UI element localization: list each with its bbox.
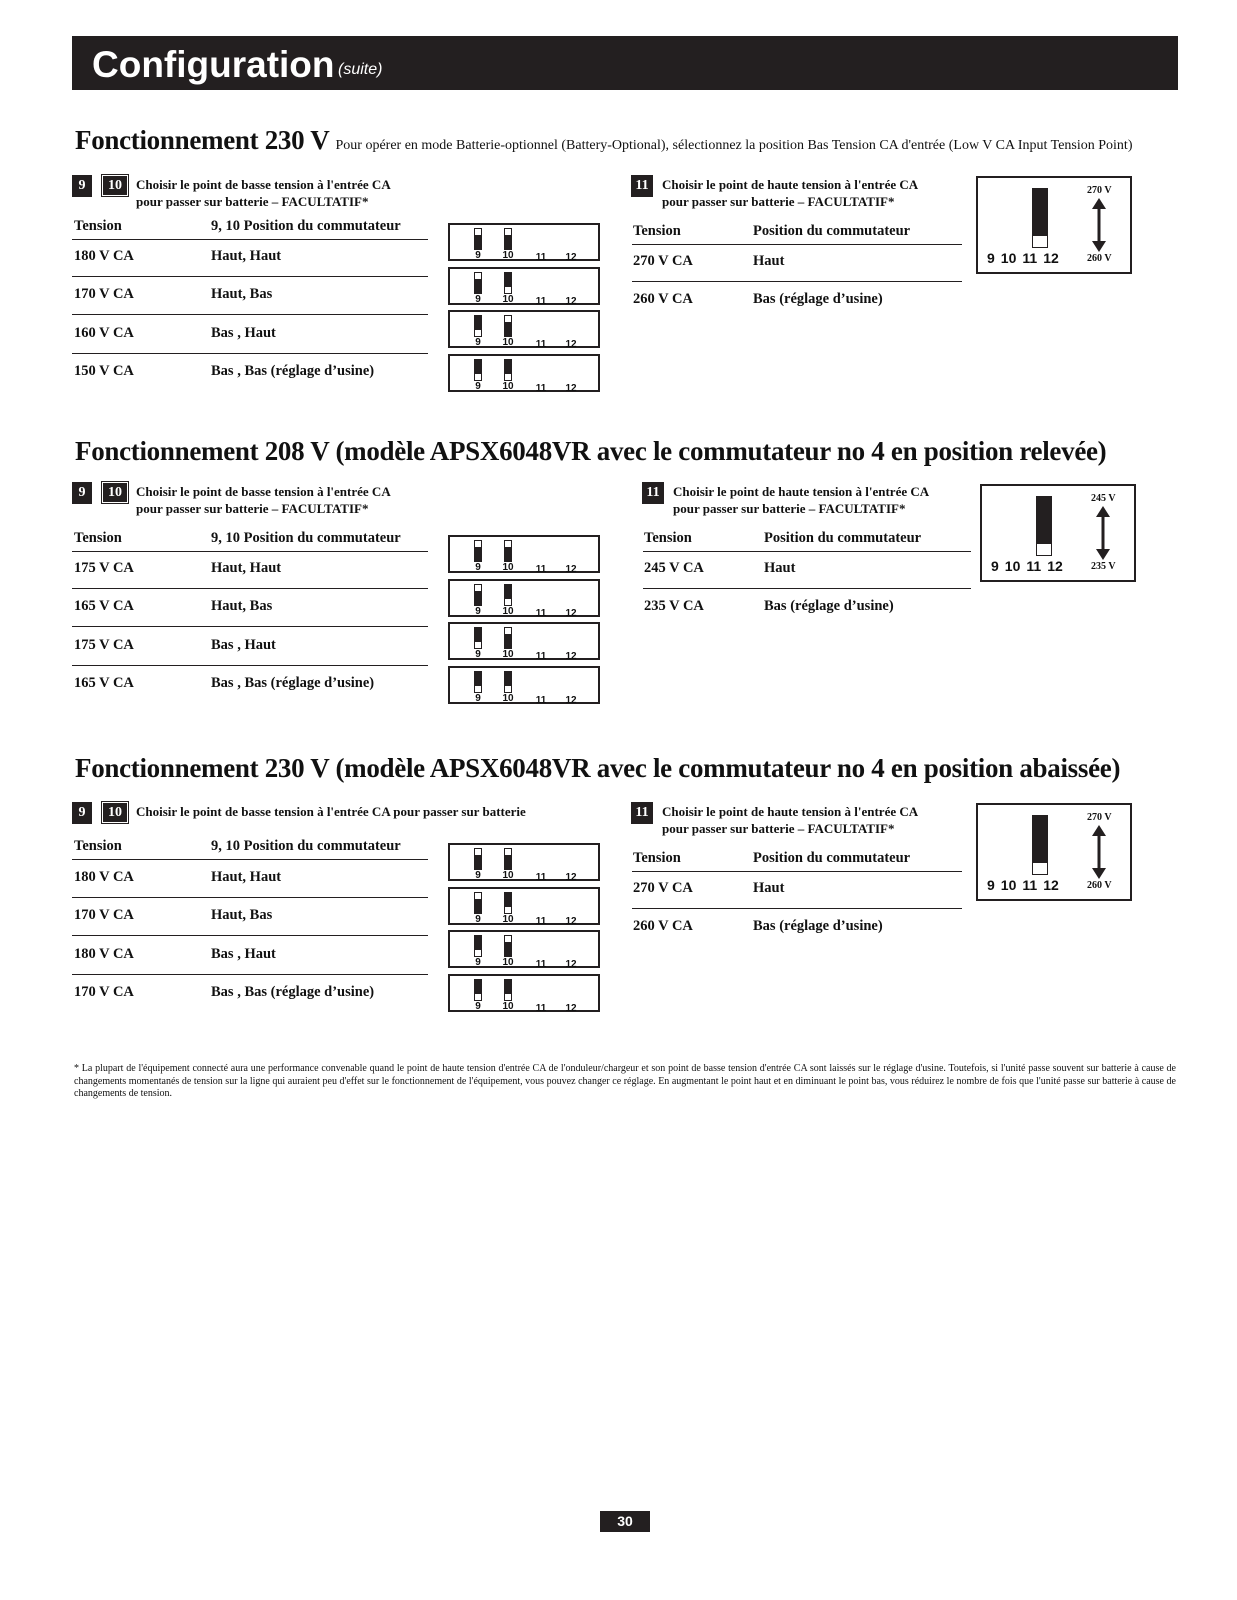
table-cell-tension: 150 V CA (74, 362, 134, 379)
table-cell-tension: 160 V CA (74, 324, 134, 341)
table-cell-tension: 260 V CA (633, 918, 693, 935)
switch-number-label: 12 (1047, 558, 1063, 574)
arrow-head-up (1096, 506, 1110, 517)
divider (72, 353, 428, 354)
table-cell-tension: 175 V CA (74, 560, 134, 576)
switch-number-label: 10 (502, 337, 514, 348)
switch-toggle-9 (474, 671, 482, 693)
switch-number-label: 9 (475, 913, 481, 925)
table-cell-position: Haut (753, 253, 785, 269)
switch-badge-11: 11 (631, 802, 653, 824)
switch-number-label: 12 (1043, 877, 1059, 893)
divider (72, 935, 428, 936)
section-title-text: Fonctionnement 230 V (75, 125, 330, 155)
dip-switch-diagram (448, 267, 600, 305)
switch-number-labels (987, 877, 1065, 893)
double-arrow-icon (1094, 506, 1112, 560)
table-cell-position: Haut, Haut (211, 869, 282, 885)
switch-badge-9: 9 (72, 175, 92, 197)
switch-number-label: 12 (565, 915, 577, 927)
switch-number-label: 9 (991, 558, 999, 574)
switch-number-label: 10 (502, 605, 514, 617)
voltage-bottom-label: 260 V (1087, 253, 1112, 264)
switch-number-label: 12 (565, 694, 577, 706)
switch-toggle-10 (504, 540, 512, 562)
divider (72, 665, 428, 666)
switch-toggle-10 (504, 228, 512, 250)
switch-toggle-10 (504, 892, 512, 914)
divider (632, 281, 962, 282)
switch-number-label: 10 (502, 562, 514, 573)
section-title (75, 435, 1106, 467)
switch-number-label: 9 (475, 692, 481, 704)
switch-toggle-10 (504, 627, 512, 649)
dip-switch-diagram (448, 622, 600, 660)
switch-toggle-10 (504, 272, 512, 294)
high-point-switch-diagram (980, 484, 1136, 582)
table-cell-position: Bas , Haut (211, 945, 276, 962)
dip-switch-diagram (448, 579, 600, 617)
high-col-position: Position du commutateur (764, 530, 922, 546)
divider (643, 551, 971, 552)
switch-toggle-10 (504, 359, 512, 381)
low-note-line1: Choisir le point de basse tension à l'entrée CA (136, 177, 391, 192)
high-col-tension: Tension (644, 530, 692, 546)
voltage-bottom-label: 235 V (1091, 561, 1116, 572)
table-cell-position: Haut (764, 560, 796, 576)
switch-toggle-9 (474, 315, 482, 337)
switch-number-label: 11 (535, 607, 547, 619)
switch-knob (1033, 862, 1047, 874)
switch-number-label: 9 (475, 562, 481, 573)
switch-number-label: 9 (475, 605, 481, 617)
switch-number-label: 11 (535, 1002, 547, 1014)
dip-switch-diagram (448, 930, 600, 968)
high-col-tension: Tension (633, 223, 681, 239)
low-col-tension: Tension (74, 218, 122, 234)
divider (72, 239, 428, 240)
switch-number-label: 11 (535, 651, 547, 662)
switch-number-label: 9 (475, 957, 481, 968)
table-cell-tension: 170 V CA (74, 286, 134, 303)
section-title-text: Fonctionnement 230 V (modèle APSX6048VR avec le commutateur no 4 en position abaissée) (75, 753, 1121, 783)
switch-number-label: 10 (502, 380, 514, 392)
table-cell-position: Bas , Bas (réglage d’usine) (211, 362, 375, 379)
divider (72, 974, 428, 975)
switch-number-label: 9 (475, 250, 481, 261)
switch-number-label: 10 (1000, 877, 1017, 893)
switch-badge-11: 11 (642, 482, 664, 504)
divider (72, 588, 428, 589)
dip-switch-diagram (448, 535, 600, 573)
high-col-tension: Tension (633, 850, 681, 866)
switch-toggle-9 (474, 359, 482, 381)
divider (72, 314, 428, 315)
dip-switch-diagram (448, 887, 600, 925)
switch-number-label: 10 (502, 692, 514, 704)
switch-number-label: 10 (502, 870, 514, 881)
low-note-line1: Choisir le point de basse tension à l'entrée CA (136, 484, 391, 499)
switch-number-label: 10 (502, 250, 514, 261)
low-note-line2: pour passer sur batterie – FACULTATIF* (136, 194, 369, 209)
table-cell-tension: 270 V CA (633, 880, 693, 896)
switch-number-label: 10 (502, 913, 514, 925)
switch-toggle-11 (1032, 188, 1048, 248)
table-cell-position: Haut, Haut (211, 560, 282, 576)
table-cell-tension: 165 V CA (74, 598, 134, 615)
switch-toggle-10 (504, 584, 512, 606)
switch-toggle-9 (474, 848, 482, 870)
table-cell-tension: 260 V CA (633, 291, 693, 308)
switch-number-label: 11 (1022, 877, 1038, 893)
table-cell-position: Bas , Haut (211, 636, 276, 653)
switch-knob (1033, 235, 1047, 247)
table-cell-tension: 245 V CA (644, 560, 704, 576)
table-cell-tension: 235 V CA (644, 598, 704, 615)
voltage-top-label: 270 V (1087, 812, 1112, 823)
double-arrow-icon (1090, 825, 1108, 879)
voltage-bottom-label: 260 V (1087, 880, 1112, 891)
switch-number-label: 10 (502, 649, 514, 660)
switch-toggle-9 (474, 540, 482, 562)
switch-number-label: 11 (535, 959, 547, 970)
switch-number-label: 10 (1004, 558, 1021, 574)
switch-number-label: 10 (1000, 250, 1017, 266)
switch-number-label: 9 (475, 337, 481, 348)
low-col-position: 9, 10 Position du commutateur (211, 838, 401, 854)
footnote: * La plupart de l'équipement connecté aura une performance convenable quand le point de haute tension d'entrée CA de l'onduleur/chargeur et son point de basse tension d'entrée CA sont laissés sur le réglage d'usine. Toutefois, si l'unité passe souvent sur batterie à cause de changements momentanés de tension sur la ligne qui auraient peu d'effet sur le fonctionnement de l'équipement, vous pouvez changer ce réglage. En augmentant le point haut et en diminuant le point bas, vous réduirez le nombre de fois que l'unité passe sur batterie à cause de changements de tension. (74, 1063, 1176, 1099)
switch-number-label: 10 (502, 293, 514, 305)
low-col-tension: Tension (74, 530, 122, 546)
switch-number-label: 11 (535, 295, 547, 307)
table-cell-position: Bas , Bas (réglage d’usine) (211, 983, 375, 1000)
switch-number-label: 10 (502, 957, 514, 968)
switch-number-label: 11 (535, 872, 547, 883)
table-cell-position: Haut, Haut (211, 248, 282, 264)
table-cell-position: Bas (réglage d’usine) (764, 598, 894, 615)
switch-toggle-9 (474, 979, 482, 1001)
switch-toggle-10 (504, 935, 512, 957)
table-cell-tension: 270 V CA (633, 253, 693, 269)
low-col-position: 9, 10 Position du commutateur (211, 218, 401, 234)
divider (72, 551, 428, 552)
switch-number-label: 12 (565, 607, 577, 619)
high-point-switch-diagram (976, 176, 1132, 274)
high-note-line1: Choisir le point de haute tension à l'entrée CA (662, 177, 919, 192)
switch-toggle-10 (504, 315, 512, 337)
switch-number-label: 12 (565, 382, 577, 394)
switch-badge-10: 10 (102, 175, 128, 196)
low-col-tension: Tension (74, 838, 122, 854)
high-col-position: Position du commutateur (753, 223, 911, 239)
switch-number-label: 9 (987, 877, 995, 893)
section-title (75, 752, 1120, 784)
switch-toggle-10 (504, 671, 512, 693)
switch-number-label: 9 (475, 870, 481, 881)
dip-switch-diagram (448, 223, 600, 261)
switch-badge-9: 9 (72, 482, 92, 504)
switch-toggle-9 (474, 627, 482, 649)
table-cell-position: Bas , Bas (réglage d’usine) (211, 674, 375, 691)
section-title (75, 124, 1133, 162)
arrow-head-up (1092, 198, 1106, 209)
switch-number-label: 11 (535, 339, 547, 350)
divider (643, 588, 971, 589)
divider (72, 626, 428, 627)
switch-number-label: 12 (565, 959, 577, 970)
switch-badge-10: 10 (102, 482, 128, 503)
table-cell-tension: 175 V CA (74, 636, 134, 653)
table-cell-position: Haut (753, 880, 785, 896)
switch-number-label: 12 (565, 339, 577, 350)
dip-switch-diagram (448, 354, 600, 392)
dip-switch-diagram (448, 974, 600, 1012)
switch-number-label: 12 (565, 252, 577, 263)
table-cell-tension: 170 V CA (74, 983, 134, 1000)
switch-toggle-11 (1036, 496, 1052, 556)
arrow-head-down (1096, 549, 1110, 560)
table-cell-position: Bas (réglage d’usine) (753, 918, 883, 935)
switch-number-label: 11 (1022, 250, 1038, 266)
divider (632, 871, 962, 872)
header-bar (72, 36, 1178, 90)
arrow-head-up (1092, 825, 1106, 836)
switch-number-label: 9 (475, 380, 481, 392)
table-cell-position: Bas , Haut (211, 324, 276, 341)
double-arrow-icon (1090, 198, 1108, 252)
switch-toggle-9 (474, 584, 482, 606)
switch-badge-10: 10 (102, 802, 128, 823)
dip-switch-diagram (448, 843, 600, 881)
table-cell-tension: 180 V CA (74, 945, 134, 962)
high-note-line2: pour passer sur batterie – FACULTATIF* (662, 194, 895, 209)
switch-toggle-9 (474, 935, 482, 957)
divider (72, 276, 428, 277)
switch-number-label: 11 (535, 694, 547, 706)
switch-number-labels (991, 558, 1069, 574)
table-cell-position: Haut, Bas (211, 598, 273, 615)
high-col-position: Position du commutateur (753, 850, 911, 866)
arrow-head-down (1092, 241, 1106, 252)
switch-number-label: 10 (502, 1000, 514, 1012)
switch-toggle-11 (1032, 815, 1048, 875)
switch-knob (1037, 543, 1051, 555)
switch-number-label: 9 (475, 293, 481, 305)
switch-number-label: 11 (535, 382, 547, 394)
table-cell-tension: 170 V CA (74, 907, 134, 924)
dip-switch-diagram (448, 310, 600, 348)
high-note-line1: Choisir le point de haute tension à l'entrée CA (662, 804, 919, 819)
divider (632, 244, 962, 245)
high-note-line1: Choisir le point de haute tension à l'entrée CA (673, 484, 930, 499)
low-note-line1: Choisir le point de basse tension à l'entrée CA pour passer sur batterie (136, 804, 526, 819)
switch-number-label: 11 (1026, 558, 1042, 574)
divider (72, 897, 428, 898)
switch-number-label: 12 (1043, 250, 1059, 266)
switch-toggle-10 (504, 848, 512, 870)
switch-toggle-9 (474, 228, 482, 250)
switch-number-label: 11 (535, 915, 547, 927)
dip-switch-diagram (448, 666, 600, 704)
switch-number-label: 12 (565, 872, 577, 883)
page-number: 30 (600, 1511, 650, 1532)
low-note-line2: pour passer sur batterie – FACULTATIF* (136, 501, 369, 516)
high-note-line2: pour passer sur batterie – FACULTATIF* (673, 501, 906, 516)
arrow-head-down (1092, 868, 1106, 879)
switch-number-label: 12 (565, 1002, 577, 1014)
divider (72, 859, 428, 860)
switch-toggle-9 (474, 892, 482, 914)
switch-badge-9: 9 (72, 802, 92, 824)
table-cell-tension: 165 V CA (74, 674, 134, 691)
low-col-position: 9, 10 Position du commutateur (211, 530, 401, 546)
table-cell-tension: 180 V CA (74, 248, 134, 264)
high-note-line2: pour passer sur batterie – FACULTATIF* (662, 821, 895, 836)
switch-number-label: 12 (565, 564, 577, 575)
section-intro: Pour opérer en mode Batterie-optionnel (Battery-Optional), sélectionnez la position Bas Tension CA d'entrée (Low V CA Input Tension Point) (335, 138, 1133, 153)
page-title-suffix: (suite) (338, 61, 383, 78)
switch-toggle-9 (474, 272, 482, 294)
switch-number-labels (987, 250, 1065, 266)
voltage-top-label: 245 V (1091, 493, 1116, 504)
switch-number-label: 9 (475, 1000, 481, 1012)
table-cell-position: Bas (réglage d’usine) (753, 291, 883, 308)
switch-badge-11: 11 (631, 175, 653, 197)
table-cell-position: Haut, Bas (211, 907, 273, 924)
switch-number-label: 12 (565, 651, 577, 662)
switch-number-label: 12 (565, 295, 577, 307)
switch-number-label: 11 (535, 252, 547, 263)
switch-number-label: 11 (535, 564, 547, 575)
switch-number-label: 9 (475, 649, 481, 660)
section-title-text: Fonctionnement 208 V (modèle APSX6048VR avec le commutateur no 4 en position relevée) (75, 436, 1107, 466)
voltage-top-label: 270 V (1087, 185, 1112, 196)
divider (632, 908, 962, 909)
switch-toggle-10 (504, 979, 512, 1001)
switch-number-label: 9 (987, 250, 995, 266)
high-point-switch-diagram (976, 803, 1132, 901)
table-cell-position: Haut, Bas (211, 286, 273, 303)
table-cell-tension: 180 V CA (74, 869, 134, 885)
page-title: Configuration (92, 44, 335, 85)
